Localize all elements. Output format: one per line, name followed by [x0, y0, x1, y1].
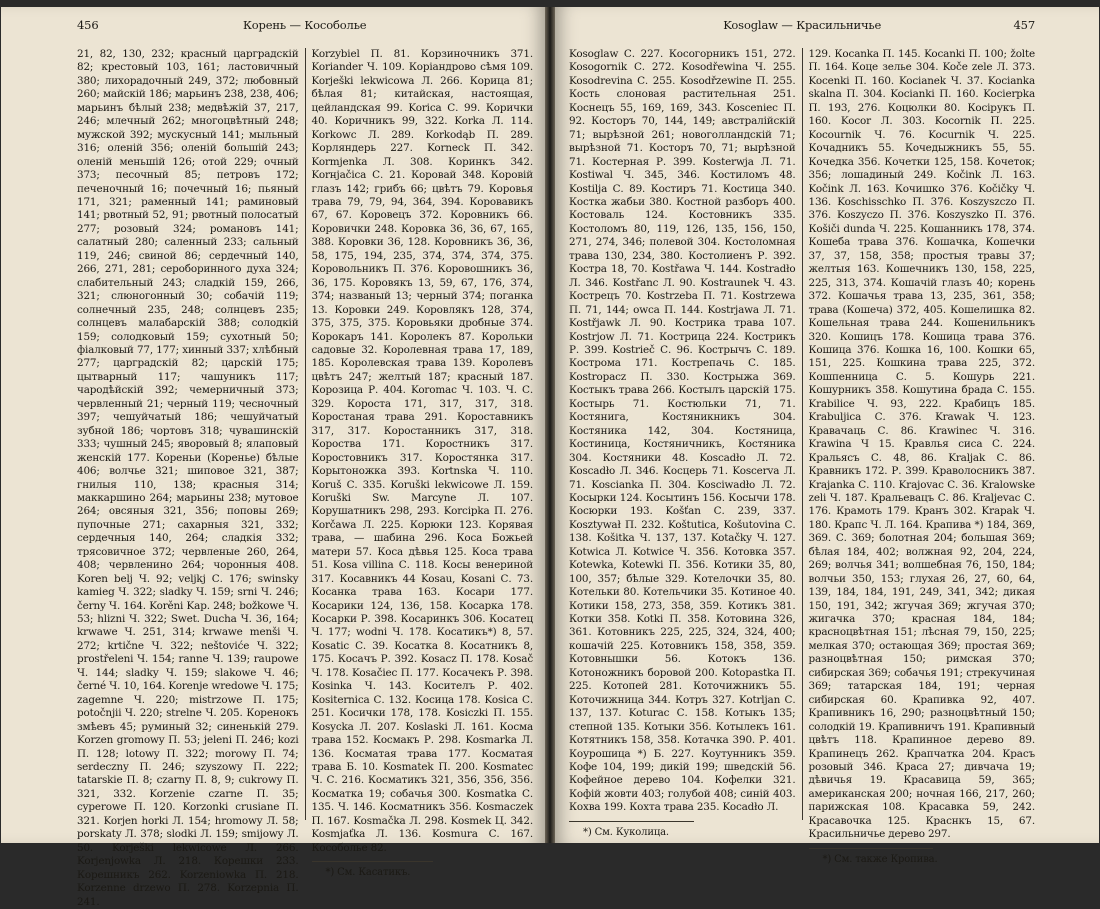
left-page-columns: [77, 48, 533, 908]
footnote: *) См. Касатикъ.: [325, 867, 411, 879]
right-page-columns: [569, 48, 1035, 865]
right-page-header: [569, 19, 1035, 39]
right-page: [555, 7, 1099, 865]
left-page-header: [77, 19, 533, 39]
footnote-rule: [569, 821, 694, 822]
text-column: [305, 48, 534, 879]
column-text: Kosoglaw С. 227. Косогорникъ 151, 272. Kosogornik С. 272. Kosodřewina Ч. 255. Kosodrevina С. 255. Kosodřzewine П. 255. Кость слоновая растительная 251. Коснецъ 55, 169, 169, 343. Kosceniec П. 92. Косторъ 70, 144, 149; австралійскій 71; вырѣзной 261; новоголландскій 71; вырѣзной 71. Косторъ 70, 71; вырѣзной 71. Костерная Р. 399. Kosterwja Л. 71. Kostiwal Ч. 345, 346. Костиломъ 48. Kostilja С. 89. Костиръ 71. Костица 340. Костка жабьи 380. Костной разборъ 400. Костоваль 124. Костовникъ 335. Костоломъ 80, 119, 126, 135, 156, 150, 271, 274, 346; полевой 304. Костоломная трава 130, 234, 380. Костолиенъ Р. 392. Кострa 18, 70. Kostřawa Ч. 144. Kostradło Л. 346. Kostřanc Л. 90. Kostraunek Ч. 43. Кострецъ 70. Kostrzeba П. 71. Kostrzewa П. 71, 144; owca П. 144. Kostrjawa Л. 71. Kostřjawk Л. 90. Кострика трава 107. Kostrjow Л. 71. Кострица 224. Кострикъ Р. 399. Kostrieč С. 96. Кострычъ С. 189. Кострома 171. Кострепачь С. 185. Kostropacz П. 330. Кострыжа 369. Костыкъ трава 266. Костылъ царскій 175. Костырь 71. Костюльки 71, 71. Костянига, Костяникникъ 304. Костяника 142, 304. Костяница, Костиница, Костяничникъ, Костяника 304. Костяники 48. Koscadło Л. 72. Koscadło Л. 346. Косцерь 71. Koscerva Л. 71. Koscianka П. 304. Kosciwadło Л. 72. Косырки 124. Косытинъ 156. Косычи 178. Косюрки 193. Košťan С. 239, 337. Kosztywał П. 232. Koštutica, Košutovina С. 138. Košitka Ч. 137, 137. Kotačky Ч. 127. Kotwica Л. Kotwice Ч. 356. Котовка 357. Kotewka, Kotewki П. 356. Котики 35, 80, 100, 357; бѣлые 329. Котелочки 35, 80. Котельки 80. Котельчики 35. Котиное 40. Котики 158, 273, 358, 359. Котикъ 381. Котки 358. Kotki П. 358. Котовина 326, 361. Котовникъ 225, 225, 324, 324, 400; кошачій 225. Котовникъ 158, 358, 359. Котовнышки 56. Котокъ 136. Котоножникъ боровой 200. Kotopastka П. 225. Котопей 281. Коточижникъ 55. Коточижница 344. Котръ 327. Kotrljan С. 137, 137. Koturac С. 158. Котыкъ 135; степной 135. Котыки 356. Котылекъ 161. Котятникъ 158, 358. Котачка 390. Р. 401. Коурошица *) Б. 227. Коутунникъ 359. Кофе 104, 199; дикій 199; шведскій 56. Кофейное дерево 104. Кофелки 321. Кофій жовти 403; голубой 408; синій 403. Кохва 199. Кохта трава 235. Kocadło Л.: [569, 48, 796, 814]
book-gutter: [545, 7, 555, 843]
running-head: Kosoglaw — Красильничье: [723, 18, 882, 32]
running-head: Корень — Кособолье: [243, 18, 367, 32]
footnote: *) См. также Кропива.: [822, 853, 938, 865]
column-text: Korzybiel П. 81. Корзиночникъ 371. Koriander Ч. 109. Коріандрово сѣмя 109. Korješki lekwicowa Л. 266. Корица 81; бѣлая 81; китайская, настоящая, цейландская 99. Korica С. 99. Корички 40. Коричникъ 99, 322. Korka Л. 114. Korkowc Л. 289. Korkodąb П. 289. Корляндерь 227. Korneck П. 342. Kormjenka Л. 308. Коринкъ 342. Korнjačica С. 21. Коровай 348. Коровій глазъ 142; грибъ 66; цвѣтъ 79. Коровья трава 79, 79, 94, 364, 394. Коровавикъ 67, 67. Коровецъ 372. Коровникъ 66. Коровички 248. Коровка 36, 36, 67, 165, 388. Коровки 36, 128. Коровникъ 36, 36, 58, 175, 194, 235, 374, 374, 374, 375. Коровольникъ П. 376. Коровошникъ 36, 36, 175. Коровякъ 13, 59, 67, 176, 374, 374; названый 13; черный 374; поганка 13. Коровки 249. Коровлякъ 128, 374, 375, 375, 375. Коровьяки дробные 374. Корокаръ 141. Королекъ 87. Корольки садовые 32. Королевная трава 17, 189, 185. Королевская трава 139. Королевъ цвѣтъ 247; желтый 187; красный 187. Корозица Р. 404. Koromac Ч. 103. Ч. С. 329. Короста 171, 317, 317, 318. Коростаная трава 291. Короставникъ 317, 317. Коростанникъ 317, 318. Короства 171. Коростникъ 317. Коростовникъ 317. Коростянка 317. Корытоножка 393. Kortnska Ч. 110. Koruš С. 335. Koruški lekwicowe Л. 159. Koruški Sw. Marcyne Л. 107. Корушатникъ 298, 293. Korcipka П. 276. Korčawa Л. 225. Корюки 123. Корявая трава, — шабина 296. Коса Божьей матери 57. Коса дѣвья 125. Коса трава 51. Kosa villina С. 118. Косы венериной 317. Косавникъ 44 Kosau, Kosani С. 73. Косанка трава 163. Косари 177. Косарики 124, 136, 158. Косарка 178. Косарки Р. 398. Косаринкъ 306. Косатец Ч. 177; wodni Ч. 178. Косатикъ*) 8, 57. Kosatic С. 39. Косатка 8. Косатникъ 8, 175. Косачъ Р. 392. Kosacz П. 178. Kosač Ч. 178. Kosačiec П. 177. Косачекъ Р. 398. Kosinka Ч. 143. Косителъ Р. 402. Kositernica С. 132. Косица 178. Kosica С. 251. Косички 178, 178. Kosiczki П. 155. Kosycka Л. 207. Koslaski Л. 161. Косма трава 152. Космакъ Р. 298. Kosmarka Л. 136. Косматая трава 177. Косматая трава Б. 10. Kosmatek П. 200. Kosmatec Ч. С. 216. Косматикъ 321, 356, 356, 356. Косматка 19; собачья 300. Kosmatka С. 135. Ч. 146. Косматникъ 356. Kosmaczek П. 167. Kosmačka Л. 298. Kosmek Ц. 342. Kosmjaťka Л. 136. Kosmura С. 167. Кособолье 82.: [311, 48, 533, 854]
page-number: 457: [1013, 18, 1035, 32]
text-column: [802, 48, 1036, 865]
text-column: [569, 48, 802, 838]
footnote-rule: [809, 848, 934, 849]
left-page: [1, 7, 545, 908]
column-text: 129. Косаnka П. 145. Kocanki П. 100; žolte П. 164. Коце зелье 304. Koče zele Л. 373. Kocenki П. 160. Kocianek Ч. 37. Kocianka skalna П. 304. Kocianki П. 160. Kocierpka П. 193, 276. Коцюлки 80. Косірукъ П. 160. Kocor Л. 303. Kocornik П. 225. Kocournik Ч. 76. Kocurnik Ч. 225. Кочадникъ 55. Кочедыжникъ 55, 55. Кочедка 356. Кочетки 125, 158. Кочеток; 356; лошадиный 249. Kočink Л. 163. Kočink Л. 163. Кочишко 376. Kočičky Ч. 136. Koschisschko П. 376. Koszyszczo П. 376. Koszyczo П. 376. Koszyszko П. 376. Коšiči dunda Ч. 225. Кошанникъ 178, 374. Кошеба трава 376. Кошачка, Кошечки 37, 37, 158, 358; простыя травы 37; желтыя 163. Кошечникъ 130, 158, 225, 225, 313, 374. Кошачій глазъ 40; корень 372. Кошачья трава 13, 235, 361, 358; трава (Кошеча) 372, 405. Кошелишка 82. Кошельная трава 244. Кошенильникъ 320. Кошицъ 178. Кошица трава 376. Кошица 376. Кошка 16, 100. Кошки 65, 151, 225. Кошкина трава 225, 372. Кошпенница С. 5. Кошурь 221. Кошурникъ 358. Кошутина брада С. 155. Krabilice Ч. 93, 222. Крабицъ 185. Krabuljica С. 376. Krawak Ч. 123. Кравачаць С. 86. Krawinec Ч. 316. Krawina Ч 15. Кравлья сиса С. 224. Кральясъ С. 48, 86. Kraljak С. 86. Кравникъ 172. Р. 399. Краволосникъ 387. Krajanka С. 110. Krajovac С. 36. Kralowske zeli Ч. 187. Кральевацъ С. 86. Kraljevac С. 176. Крамоть 179. Кранъ 302. Krapak Ч. 180. Крапс Ч. Л. 164. Крапива *) 184, 369, 369. С. 369; болотная 204; большая 369; бѣлая 184, 402; волжная 92, 204, 224, 269; волчья 341; волшебная 76, 150, 184; волчьи 350, 153; глухая 26, 27, 60, 64, 139, 184, 184, 191, 249, 341, 342; дикая 150, 191, 342; жгучая 369; жгучая 370; жигачка 370; красная 184, 184; красноцвѣтная 151; лѣсная 79, 150, 225; мелкая 370; остающая 369; простая 369; разноцвѣтная 150; римская 370; сибирская 369; собачья 191; стрекучиная 369; татарская 184, 191; черная сибирская 60. Крапивка 92, 407. Крапивникъ 16, 290; разноцвѣтный 150; солодкій 19. Крапивничъ 191. Крапивный цвѣтъ 118. Крапинное дерево 89. Крапинецъ 262. Крапчатка 204. Красъ розовый 346. Краса 27; дивчача 19; дѣвичья 19. Красавица 59, 365; американская 200; ночная 166, 217, 260; парижская 108. Красавка 59, 242. Красавочка 125. Краснкъ 15, 67. Красильничье дерево 297.: [808, 48, 1035, 841]
footnote: *) См. Куколица.: [583, 826, 669, 838]
text-column: 21, 82, 130, 232; красный царградскій 82; крестовый 103, 161; ластовичный 380; лихорадочный 249, 372; любовный 260; майскій 186; марьинъ 238, 238, 406; марьинъ бѣлый 238; медвѣжій 37, 217, 246; млечный 262; многоцвѣтный 248; мужской 392; мускусный 141; мыльный 316; оленій 356; оленій большій 243; оленій меньшій 126; отой 229; очный 373; песочный 85; петровъ 172; печеночный 16; почечный 16; пьяный 171, 321; раменный 141; раминовый 141; рвотный 52, 91; рвотный полосатый 277; розовый 324; романовъ 141; салатный 280; саленный 233; сальный 119, 246; свиной 86; сердечный 140, 266, 271, 281; сероборинного духа 324; слабительный 243; сладкій 159, 266, 321; слюногонный 30; собачій 119; солнечный 235, 248; солнцевъ 235; солнцевъ малабарскій 388; солодкій 159; солодковый 159; сухотный 50; фіалковый 77, 177; хинный 337; хлѣбный 277; царградскій 82; царскій 175; цытварный 117; чашуникъ 117; чародѣйскій 392; чемерничный 373; червленный 21; черный 119; чесночный 397; чешуйчатый 186; чешуйчатый зубной 186; чортовъ 318; чувашинскій 333; чушный 245; яворовый 8; ялаповый женскій 177. Кореньи (Коренье) бѣлые 406; волчье 321; шиповое 321, 387; гнилыя 110, 138; красныя 314; маккаршино 264; марьины 238; мутовое 264; овсяныя 321, 356; поповы 269; пупочные 271; сахарныя 321, 332; сердечныя 140, 264; сладкія 332; трясовичное 372; червленые 260, 264, 408; червленино 264; чоронныя 408. Koren belj Ч. 92; veljkj С. 176; swinsky kamieg Ч. 322; sladky Ч. 159; srni Ч. 246; černy Ч. 164. Korěni Kap. 248; božkowe Ч. 53; hlizni Ч. 322; Swet. Ducha Ч. 36, 164; krwawe Ч. 251, 314; krwawe menši Ч. 272; krtične Ч. 322; neštoviće Ч. 322; prostřeleni Ч. 154; ranne Ч. 139; raupowe Ч. 144; sladky Ч. 159; slakowe Ч. 46; černé Ч. 10, 164. Korenje wredowe Ч. 175; zagemne Ч. 220; mistrzowe П. 175; potočnjii Ч. 220; strelne Ч. 205. Коренокъ змѣевъ 45; руминый 32; синенькій 279. Korzen gromowy П. 53; jeleni П. 246; kozi П. 128; lotowy П. 322; morowy П. 74; serdeczny П. 246; szyszowy П. 222; tatarskie П. 8; czarny П. 8, 9; cukrowy П. 321, 332. Korzenie czarne П. 35; cyperowe П. 120. Korzonki crusiane П. 321. Korjen horki Л. 154; hromowy Л. 58; porskaty Л. 378; slodki Л. 159; smijowy Л. 50. Korješki lekwicowe Л. 266. Korjenjowka Л. 218. Корешки 233. Корешникъ 262. Korzeniowka П. 218. Korzenne drzewo П. 278. Korzepnia П. 241.: [77, 48, 299, 908]
footnote-rule: [312, 861, 434, 862]
page-number: 456: [77, 18, 99, 32]
